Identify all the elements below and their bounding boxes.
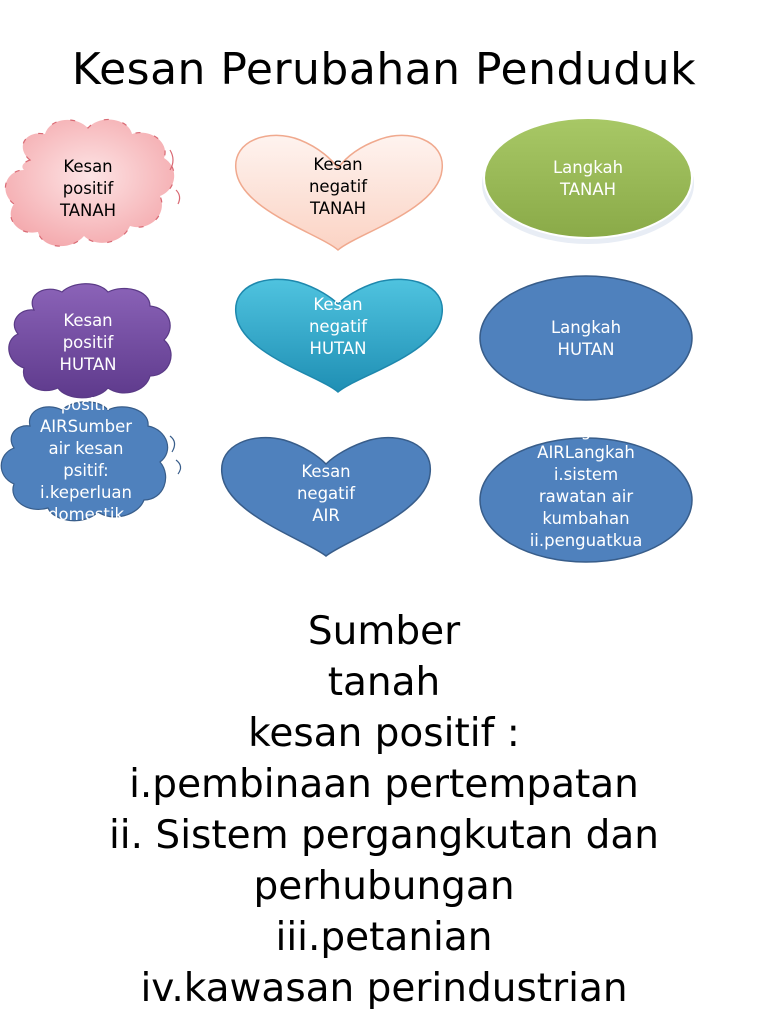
label-langkah-hutan: Langkah HUTAN [550,318,622,359]
label-kesan-positif-tanah: Kesan positif TANAH [59,157,117,220]
label-kesan-positif-air: positif AIRSumber air kesan psitif: i.keperluan domestik [39,395,133,524]
slide-title: Kesan Perubahan Penduduk [71,44,697,95]
body-text-block [0,606,768,1014]
body-line: iv.kawasan perindustrian [140,966,628,1011]
body-line: kesan positif : [248,711,520,756]
label-kesan-negatif-air: Kesan negatif AIR [296,462,356,525]
body-line: perhubungan [253,864,515,909]
label-kesan-negatif-tanah: Kesan negatif TANAH [308,155,368,218]
label-langkah-tanah: Langkah TANAH [552,158,624,199]
body-line: tanah [327,660,441,705]
label-langkah-air: Langkah AIRLangkah i.sistem rawatan air kumbahan ii.penguatkua [529,421,643,550]
body-line: Sumber [307,609,461,654]
label-kesan-positif-hutan: Kesan positif HUTAN [59,311,117,374]
body-line: ii. Sistem pergangkutan dan [108,813,660,858]
body-line: i.pembinaan pertempatan [129,762,639,807]
label-kesan-negatif-hutan: Kesan negatif HUTAN [308,295,368,358]
body-line: iii.petanian [275,915,493,960]
